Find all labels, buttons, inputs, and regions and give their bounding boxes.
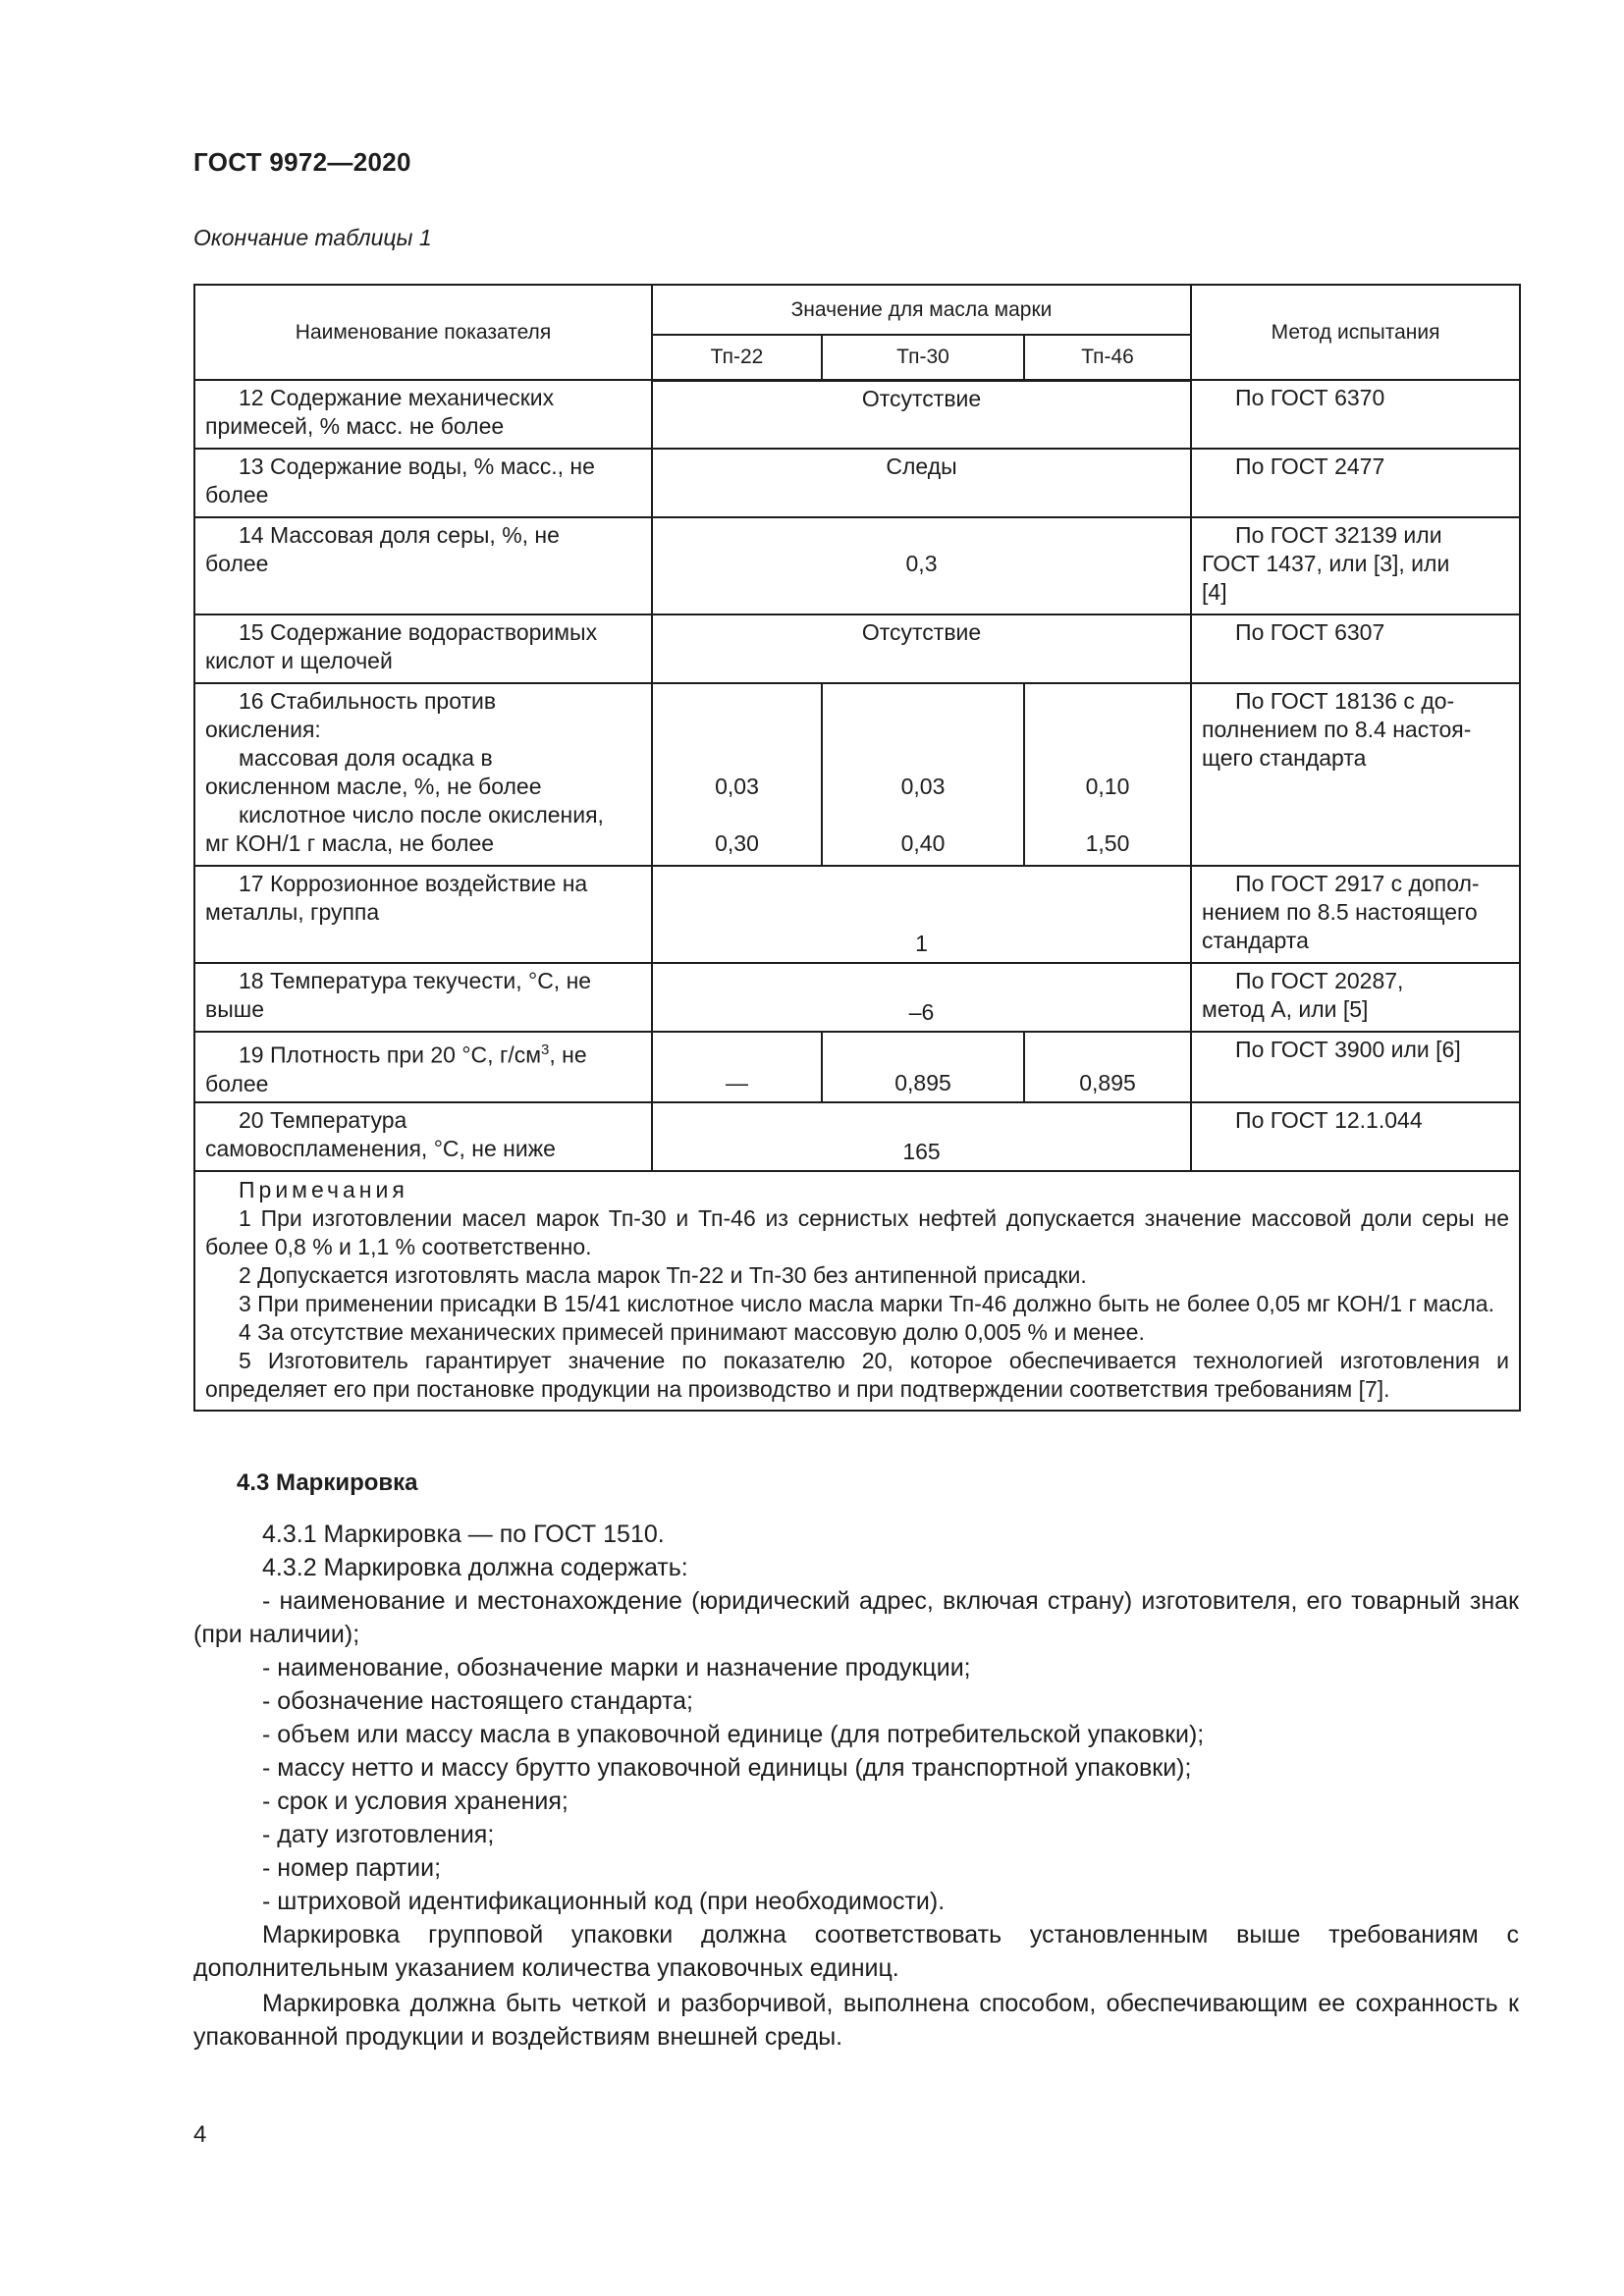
row-method: По ГОСТ 18136 с до- полнением по 8.4 настоя- щего стандарта: [1191, 683, 1520, 866]
row-value-tp30: 0,03 0,40: [822, 683, 1024, 866]
row-name: 17 Коррозионное воздействие на металлы, группа: [194, 866, 652, 963]
header-grade-tp22: Тп-22: [652, 335, 822, 380]
table-row: [194, 614, 1520, 683]
list-item: - наименование и местонахождение (юридический адрес, включая страну) изготовителя, его товарный знак (при наличии);: [193, 1587, 1519, 1648]
table-notes-row: [194, 1171, 1520, 1411]
row-name: 12 Содержание механических примесей, % масс. не более: [194, 380, 652, 449]
row-value-tp22: —: [652, 1032, 822, 1102]
header-value-group: Значение для масла марки: [652, 285, 1191, 335]
table-header-row: [194, 285, 1520, 335]
table-row: [194, 449, 1520, 517]
list-item: - массу нетто и массу брутто упаковочной единицы (для транспортной упаковки);: [262, 1754, 1192, 1782]
row-method: По ГОСТ 32139 или ГОСТ 1437, или [3], или [4]: [1191, 517, 1520, 614]
list-item: - дату изготовления;: [262, 1821, 495, 1848]
table-caption: Окончание таблицы 1: [193, 225, 432, 250]
row-method: По ГОСТ 20287, метод А, или [5]: [1191, 963, 1520, 1032]
table-row: [194, 866, 1520, 963]
paragraph: Маркировка групповой упаковки должна соответствовать установленным выше требованиям с дополнительным указанием количества упаковочных единиц.: [193, 1921, 1519, 1982]
header-name-col: Наименование показателя: [194, 285, 652, 380]
note-item: 2 Допускается изготовлять масла марок Тп-22 и Тп-30 без антипенной присадки.: [239, 1261, 1087, 1288]
document-code: ГОСТ 9972—2020: [193, 147, 411, 177]
row-value: 1: [652, 866, 1191, 963]
note-item: 1 При изготовлении масел марок Тп-30 и Тп-46 из сернистых нефтей допускается значение массовой доли серы не более 0,8 % и 1,1 % соответственно.: [205, 1204, 1510, 1259]
row-name: 16 Стабильность против окисления: массовая доля осадка в окисленном масле, %, не более кислотное число после окисления, мг КОН/1 г масла, не более: [194, 683, 652, 866]
section-title: 4.3 Маркировка: [237, 1469, 418, 1496]
row-name: 15 Содержание водорастворимых кислот и щелочей: [194, 614, 652, 683]
row-name: 18 Температура текучести, °С, не выше: [194, 963, 652, 1032]
paragraph: 4.3.1 Маркировка — по ГОСТ 1510.: [262, 1521, 665, 1548]
header-grade-tp30: Тп-30: [822, 335, 1024, 380]
row-value-tp22: 0,03 0,30: [652, 683, 822, 866]
row-name: 20 Температура самовоспламенения, °С, не ниже: [194, 1102, 652, 1171]
paragraph: 4.3.2 Маркировка должна содержать:: [262, 1554, 688, 1581]
table-row: [194, 380, 1520, 449]
table-notes: [194, 1171, 1520, 1411]
list-item: - наименование, обозначение марки и назначение продукции;: [262, 1654, 971, 1682]
note-item: 4 За отсутствие механических примесей принимают массовую долю 0,005 % и менее.: [239, 1318, 1145, 1345]
row-method: По ГОСТ 12.1.044: [1191, 1102, 1520, 1171]
row-value: Следы: [652, 449, 1191, 517]
row-name: 19 Плотность при 20 °С, $г/см^3$, не более: [194, 1032, 652, 1102]
header-method-col: Метод испытания: [1191, 285, 1520, 380]
row-name: 13 Содержание воды, % масс., не более: [194, 449, 652, 517]
table-row: [194, 1032, 1520, 1102]
page-number: 4: [193, 2121, 207, 2148]
row-value: 0,3: [652, 517, 1191, 614]
row-name: 14 Массовая доля серы, %, не более: [194, 517, 652, 614]
list-item: - обозначение настоящего стандарта;: [262, 1687, 693, 1715]
row-value: 165: [652, 1102, 1191, 1171]
notes-title: Примечания: [239, 1176, 408, 1202]
paragraph: Маркировка должна быть четкой и разборчивой, выполнена способом, обеспечивающим ее сохранность к упакованной продукции и воздействиям внешней среды.: [193, 1990, 1519, 2051]
note-item: 3 При применении присадки В 15/41 кислотное число масла марки Тп-46 должно быть не более 0,05 мг КОН/1 г масла.: [239, 1290, 1494, 1316]
row-method: По ГОСТ 2477: [1191, 449, 1520, 517]
table-row: [194, 683, 1520, 866]
table-row: [194, 517, 1520, 614]
properties-table: [193, 284, 1521, 1412]
row-method: По ГОСТ 6307: [1191, 614, 1520, 683]
row-method: По ГОСТ 3900 или [6]: [1191, 1032, 1520, 1102]
row-value-tp46: 0,895: [1024, 1032, 1191, 1102]
list-item: - срок и условия хранения;: [262, 1788, 568, 1815]
table-row: [194, 963, 1520, 1032]
table-row: [194, 1102, 1520, 1171]
row-value-tp30: 0,895: [822, 1032, 1024, 1102]
row-value: Отсутствие: [652, 614, 1191, 683]
list-item: - объем или массу масла в упаковочной единице (для потребительской упаковки);: [262, 1721, 1205, 1748]
note-item: 5 Изготовитель гарантирует значение по показателю 20, которое обеспечивается технологией изготовления и определяет его при постановке продукции на производство и при подтверждении соответствия требованиям [7].: [205, 1347, 1510, 1402]
row-value-tp46: 0,10 1,50: [1024, 683, 1191, 866]
list-item: - штриховой идентификационный код (при необходимости).: [262, 1888, 946, 1915]
section-body: [193, 1518, 1519, 2054]
header-grade-tp46: Тп-46: [1024, 335, 1191, 380]
row-method: По ГОСТ 2917 с допол- нением по 8.5 настоящего стандарта: [1191, 866, 1520, 963]
row-method: По ГОСТ 6370: [1191, 380, 1520, 449]
list-item: - номер партии;: [262, 1854, 442, 1882]
row-value: –6: [652, 963, 1191, 1032]
row-value: Отсутствие: [652, 380, 1191, 449]
